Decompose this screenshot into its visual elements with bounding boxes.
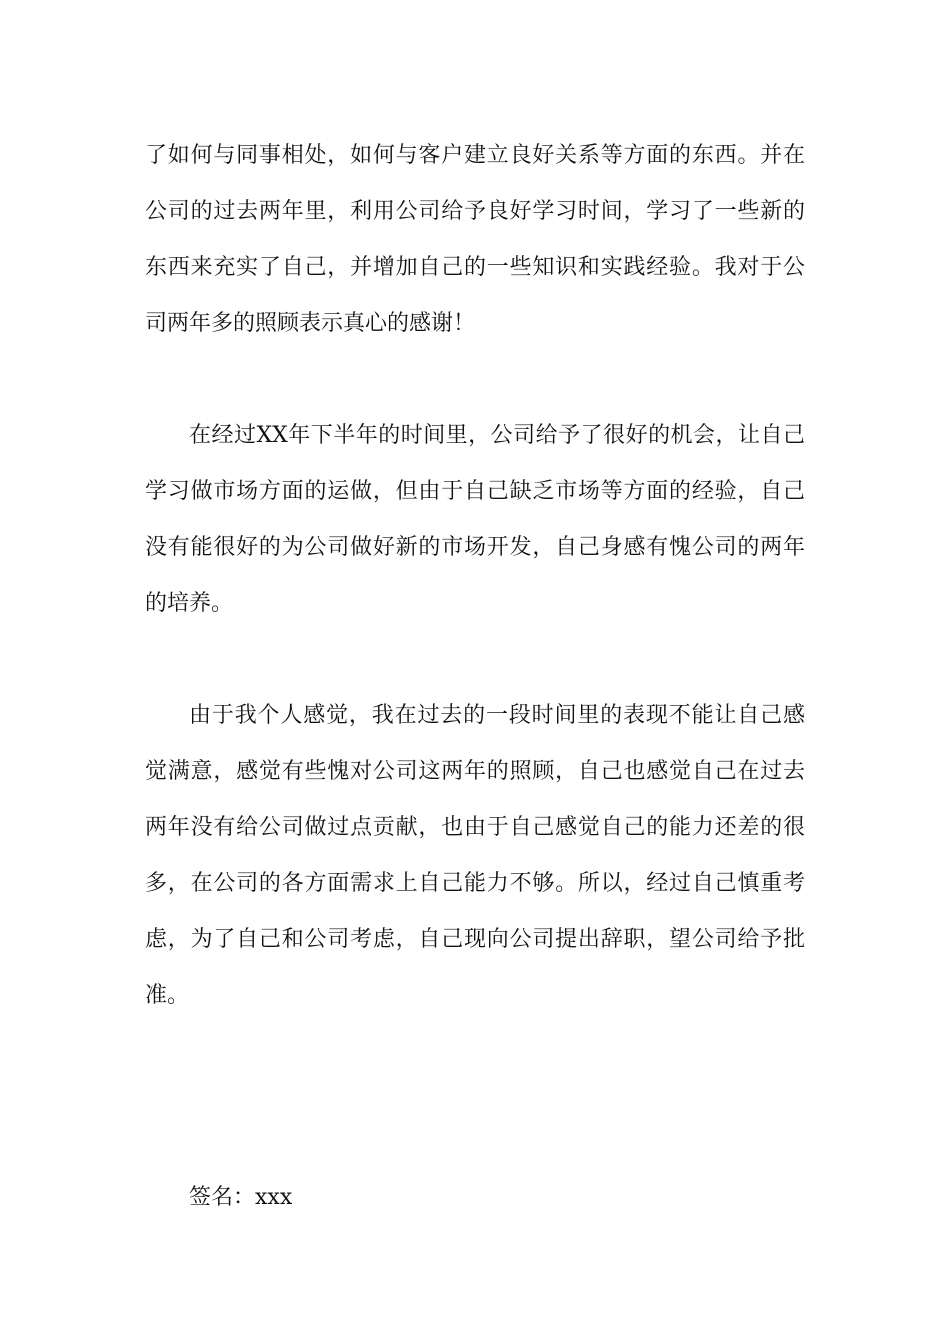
text-line: 了如何与同事相处，如何与客户建立良好关系等方面的东西。并在 [145, 143, 805, 168]
text-line: 多，在公司的各方面需求上自己能力不够。所以，经过自己慎重考 [145, 871, 805, 896]
paragraph-resignation [145, 688, 805, 1024]
text-line: 准。 [145, 983, 190, 1008]
paragraph-gratitude [145, 128, 805, 352]
text-line: 觉满意，感觉有些愧对公司这两年的照顾，自己也感觉自己在过去 [145, 759, 805, 784]
text-line: 在经过XX年下半年的时间里，公司给予了很好的机会，让自己 [189, 423, 805, 448]
text-line: 两年没有给公司做过点贡献，也由于自己感觉自己的能力还差的很 [145, 815, 805, 840]
text-line: 公司的过去两年里，利用公司给予良好学习时间，学习了一些新的 [145, 199, 805, 224]
text-line: 虑，为了自己和公司考虑，自己现向公司提出辞职，望公司给予批 [145, 927, 805, 952]
text-line: 司两年多的照顾表示真心的感谢！ [145, 311, 476, 336]
document-body [145, 128, 805, 1024]
text-line: 没有能很好的为公司做好新的市场开发，自己身感有愧公司的两年 [145, 535, 805, 560]
text-line: 东西来充实了自己，并增加自己的一些知识和实践经验。我对于公 [145, 255, 805, 280]
text-line: 由于我个人感觉，我在过去的一段时间里的表现不能让自己感 [189, 703, 805, 728]
text-line: 学习做市场方面的运做，但由于自己缺乏市场等方面的经验，自己 [145, 479, 805, 504]
paragraph-market-work [145, 408, 805, 632]
signature-line: 签名：xxx [189, 1185, 293, 1210]
paragraph-gap [145, 632, 805, 688]
text-line: 的培养。 [145, 591, 234, 616]
paragraph-gap [145, 352, 805, 408]
